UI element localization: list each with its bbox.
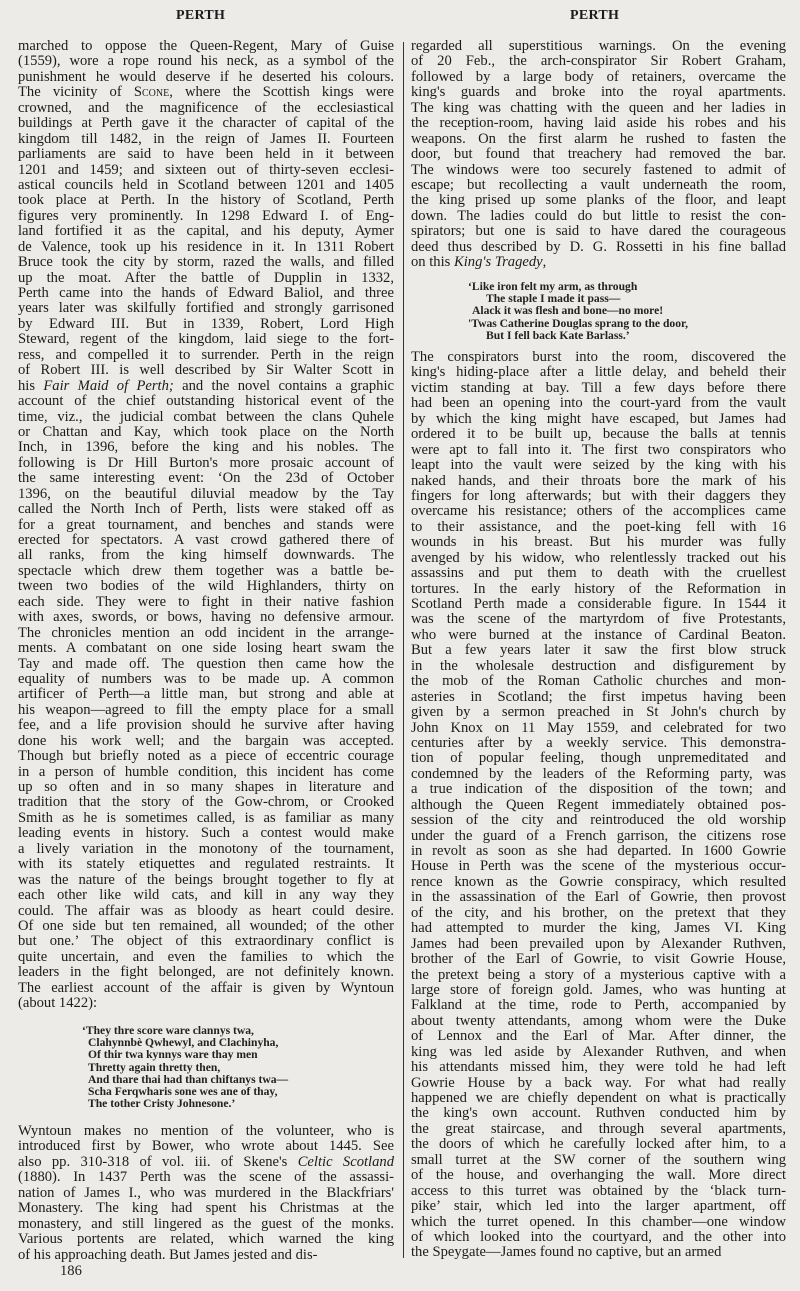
- text-line: who were burned at the instance of Cardinal Beaton.: [411, 626, 786, 643]
- text-line: each side. They were to fight in their native fashion: [18, 593, 394, 610]
- verse-quotation: [411, 281, 800, 342]
- text-line: punishment he would deserve if he deserted his colours.: [18, 68, 394, 85]
- text-line: was the scene of the martyrdom of five Protestants,: [411, 611, 786, 628]
- text-line: Monastery. The king had spent his Christmas at the: [18, 1200, 394, 1217]
- text-line: king's hiding-place after a little delay, and beheld their: [411, 364, 786, 381]
- text-line: crowned, and the magnificence of the ecclesiastical: [18, 99, 394, 116]
- text-line: but one.’ The object of this extraordinary conflict is: [18, 933, 394, 950]
- text-line: the mob of the Roman Catholic churches and mon-: [411, 673, 786, 690]
- running-head-left: PERTH: [176, 8, 226, 23]
- text-line: [411, 255, 786, 270]
- text-line: Bruce took the city by storm, razed the walls, and filled: [18, 254, 394, 271]
- text-line: had attempted to murder the king, James VI. King: [411, 920, 786, 937]
- text-line: had been an opening into the court-yard from the vault: [411, 395, 786, 412]
- text-line: about twenty attendants, among whom were the Duke: [411, 1012, 786, 1029]
- text-line: called the North Inch of Perth, lists were staked off as: [18, 501, 394, 518]
- text-line: But I fell back Kate Barlass.’: [486, 328, 630, 342]
- text-line: Of one side but ten remained, all wounded; of the other: [18, 917, 394, 934]
- text-line: (1880). In 1437 Perth was the scene of the assassi-: [18, 1169, 394, 1186]
- text-line: all ranks, from the king himself downwards. The: [18, 547, 394, 564]
- paragraph: [18, 39, 394, 1012]
- text-line: door, but found that treachery had removed the bar.: [411, 146, 786, 163]
- text-line: took place at Perth. In the history of Scotland, Perth: [18, 192, 394, 209]
- column-divider: [403, 42, 404, 1258]
- text-line: in revolt as soon as she had departed. In 1600 Gowrie: [411, 843, 786, 859]
- text-line: kingdom till 1482, in the reign of James II. Fourteen: [18, 130, 394, 147]
- text-line: done his work well; and the bargain was accepted.: [18, 732, 394, 749]
- text-line: wounds in his breast. But his murder was fully: [411, 534, 786, 551]
- text-line: The staple I made it pass—: [486, 292, 621, 306]
- text-line: leading events in history. Such a contest would make: [18, 825, 394, 842]
- text-line: to their assistance, and the poet-king fell with 16: [411, 518, 786, 535]
- text-line: rence known as the Gowrie conspiracy, which resulted: [411, 873, 786, 890]
- text-line: avenged by his widow, who relentlessly tracked out his: [411, 549, 786, 566]
- text-line: which the turret opened. In this chamber—one window: [411, 1213, 786, 1230]
- text-line: up so often and in so many shapes in literature and: [18, 779, 394, 795]
- text-line: erected for spectators. A vast crowd gathered there of: [18, 532, 394, 548]
- text-line: The windows were too securely fastened to admit of: [411, 161, 786, 178]
- text-line: brother of the Earl of Gowrie, to visit Gowrie House,: [411, 951, 786, 968]
- text-line: centuries after by a weekly service. This demonstra-: [411, 734, 786, 751]
- text-line: following is Dr Hill Burton's more prosaic account of: [18, 454, 394, 471]
- text-line: de Valence, took up his residence in it. In 1311 Robert: [18, 238, 394, 255]
- text-line: quite uncertain, and even the families to which the: [18, 948, 394, 965]
- text-line: tween two bodies of the wild Highlanders, thirty on: [18, 578, 394, 595]
- paragraph: [411, 350, 786, 1261]
- text-line: could. The affair was as bloody as heart could desire.: [18, 902, 394, 919]
- page-number: 186: [60, 1263, 82, 1279]
- text-line: large store of foreign gold. James, who was hunting at: [411, 981, 786, 998]
- text-run: his: [18, 377, 44, 394]
- text-run: The vicinity of: [18, 84, 134, 101]
- text-line: Steward, regent of the kingdom, laid siege to the fort-: [18, 331, 394, 348]
- text-line: of 20 Feb., the arch-conspirator Sir Robert Graham,: [411, 53, 786, 70]
- text-line: 1396, on the beautiful diluvial meadow by the Tay: [18, 485, 394, 502]
- text-line: small turret at the SW corner of the southern wing: [411, 1151, 786, 1168]
- text-line: ress, and compelled it to surrender. Perth in the reign: [18, 346, 394, 363]
- italic-title: King's Tragedy: [453, 254, 543, 271]
- text-line: figures very prominently. In 1298 Edward I. of Eng-: [18, 207, 394, 224]
- text-line: (1559), wore a rope round his neck, as a symbol of the: [18, 53, 394, 70]
- text-line: his attendants missed him, they were told he had left: [411, 1059, 786, 1076]
- text-line: time, viz., the judicial combat between the clans Quhele: [18, 408, 394, 425]
- text-line: in the assassination of the Earl of Gowrie, then provost: [411, 889, 786, 906]
- text-line: in a person of humble condition, this incident has come: [18, 763, 394, 780]
- text-line: Scha Ferqwharis sone wes ane of thay,: [88, 1084, 278, 1098]
- text-line: 1201 and 1459; and sixteen out of thirty-seven ecclesi-: [18, 161, 394, 178]
- text-line: deed thus described by D. G. Rossetti in his fine ballad: [411, 238, 786, 255]
- text-line: of the house, and overhanging the wall. More direct: [411, 1167, 786, 1184]
- text-line: John Knox on 11 May 1559, and celebrated for two: [411, 719, 786, 736]
- text-line: escape; but recollecting a vault underneath the room,: [411, 176, 786, 193]
- text-run: on this: [411, 254, 454, 271]
- text-line: each other like wild cats, and kill in any way they: [18, 887, 394, 904]
- text-line: access to this turret was obtained by the ‘black turn-: [411, 1182, 786, 1199]
- italic-title: Celtic Scotland: [297, 1153, 394, 1170]
- text-line: The chronicles mention an odd incident in the arrange-: [18, 624, 394, 641]
- text-line: given by a sermon preached in St John's church by: [411, 704, 786, 721]
- text-line: equality of numbers was to be made up. A common: [18, 670, 394, 687]
- text-line: a true indication of the disposition of the town; and: [411, 781, 786, 798]
- text-line: pike’ stair, which led into the larger apartment, off: [411, 1198, 786, 1215]
- text-line: up the moat. After the battle of Dupplin in 1332,: [18, 269, 394, 286]
- text-line: ments. A combatant on one side losing heart swam the: [18, 640, 394, 657]
- text-line: nation of James I., who was murdered in the Blackfriars': [18, 1184, 394, 1201]
- text-line: spirators; but one is said to have dared the courageous: [411, 223, 786, 240]
- text-line: or Chattan and Kay, which took place on the North: [18, 423, 394, 440]
- text-line: [18, 379, 394, 394]
- text-line: Inch, in 1396, before the king and his nobles. The: [18, 439, 394, 456]
- text-line: king's guards and broke into the royal apartments.: [411, 84, 786, 101]
- text-line: with axes, swords, or bows, having no defensive armour.: [18, 609, 394, 626]
- text-line: in the wholesale destruction and disfigurement by: [411, 657, 786, 674]
- text-line: happened we are chiefly dependent on what is practically: [411, 1090, 786, 1106]
- text-line: although the Queen Regent immediately obtained pos-: [411, 796, 786, 813]
- text-line: fee, and a life provision should he survive after having: [18, 717, 394, 734]
- text-line: astical councils held in Scotland between 1201 and 1405: [18, 176, 394, 193]
- text-line: down. The ladies could do but little to resist the con-: [411, 207, 786, 224]
- text-line: the king prised up some planks of the floor, and leapt: [411, 192, 786, 209]
- text-line: introduced first by Bower, who wrote about 1445. See: [18, 1138, 394, 1155]
- paragraph: [18, 1124, 394, 1263]
- text-line: by Edward III. But in 1339, Robert, Lord High: [18, 315, 394, 332]
- text-line: with its stately etiquettes and regulated restraints. It: [18, 856, 394, 873]
- text-line: spectacle which drew them together was a battle be-: [18, 562, 394, 579]
- text-line: James had been prevailed upon by Alexander Ruthven,: [411, 935, 786, 952]
- text-line: weapons. On the first alarm he rushed to fasten the: [411, 130, 786, 147]
- text-line: were apt to fall into it. The first two conspirators who: [411, 441, 786, 458]
- text-line: naked hands, and their throats bore the mark of his: [411, 472, 786, 489]
- text-line: The earliest account of the affair is given by Wyntoun: [18, 979, 394, 996]
- text-line: Tay and made off. The question then came how the: [18, 655, 394, 672]
- text-line: tortures. In the early history of the Reformation in: [411, 580, 786, 597]
- paragraph: [411, 39, 786, 271]
- text-line: (about 1422):: [18, 995, 98, 1012]
- text-run: , where the Scottish kings were: [169, 84, 394, 101]
- text-line: Perth came into the hands of Edward Baliol, and three: [18, 285, 394, 301]
- text-line: marched to oppose the Queen-Regent, Mary of Guise: [18, 38, 394, 54]
- text-line: Smith as he is sometimes called, is as familiar as many: [18, 809, 394, 826]
- text-line: tradition that the story of the Gow-chrom, or Crooked: [18, 794, 394, 811]
- text-line: Wyntoun makes no mention of the volunteer, who is: [18, 1123, 394, 1139]
- text-line: The king was chatting with the queen and her ladies in: [411, 99, 786, 116]
- text-line: of his approaching death. But James jested and dis-: [18, 1246, 318, 1263]
- text-line: years later was skilfully fortified and strongly garrisoned: [18, 300, 394, 317]
- text-line: under the guard of a French garrison, the citizens rose: [411, 827, 786, 844]
- text-line: Scotland Perth made a considerable figure. In 1544 it: [411, 596, 786, 612]
- verse-quotation: [18, 1025, 458, 1110]
- text-line: account of the chief outstanding historical event of the: [18, 393, 394, 410]
- text-line: monastery, and still lingered as the guest of the monks.: [18, 1215, 394, 1232]
- text-line: the Speygate—James found no captive, but an armed: [411, 1244, 722, 1261]
- text-line: artificer of Perth—a little man, but strong and able at: [18, 686, 394, 703]
- text-line: the reception-room, having laid aside his robes and his: [411, 115, 786, 132]
- text-line: of Robert III. is well described by Sir Walter Scott in: [18, 362, 394, 379]
- text-line: Various portents are related, which warned the king: [18, 1231, 394, 1248]
- text-line: fingers for long afterwards; but with their daggers they: [411, 487, 786, 504]
- text-line: ordered it to be built up, because the balls at tennis: [411, 426, 786, 443]
- text-line: assassins and put them to death with the cruellest: [411, 565, 786, 582]
- text-line: buildings at Perth gave it the character of capital of the: [18, 115, 394, 132]
- text-line: regarded all superstitious warnings. On the evening: [411, 38, 786, 54]
- text-line: parliaments are said to have been held in it between: [18, 146, 394, 163]
- text-line: ‘They thre score ware clannys twa,: [82, 1024, 254, 1037]
- text-line: condemned by the leaders of the Reforming party, was: [411, 765, 786, 782]
- text-line: king was led aside by Alexander Ruthven, and when: [411, 1043, 786, 1060]
- text-line: The tother Cristy Johnesone.’: [88, 1097, 236, 1111]
- text-line: his weapon—agreed to fill the empty place for a small: [18, 701, 394, 718]
- small-caps-name: Scone: [133, 84, 170, 101]
- text-line: overcame his resistance; others of the accomplices came: [411, 503, 786, 520]
- text-line: the same interesting event: ‘On the 23d of October: [18, 470, 394, 487]
- running-head-right: PERTH: [570, 8, 620, 23]
- text-line: victim standing at bay. Till a few days before there: [411, 379, 786, 396]
- text-line: session of the city and reintroduced the old worship: [411, 812, 786, 829]
- text-line: Clahynnbè Qwhewyl, and Clachinyha,: [88, 1036, 279, 1050]
- italic-title: Fair Maid of Perth;: [43, 377, 174, 394]
- text-line: Gowrie House by a back way. For what had really: [411, 1074, 786, 1091]
- text-line: Though but briefly noted as a piece of eccentric courage: [18, 748, 394, 765]
- text-line: Falkland at the time, rode to Perth, accompanied by: [411, 997, 786, 1014]
- text-line: But a few years later it saw the first blow struck: [411, 642, 786, 659]
- text-run: also pp. 310-318 of vol. iii. of Skene's: [18, 1153, 298, 1170]
- text-line: the king's own account. Ruthven conducted him by: [411, 1105, 786, 1122]
- text-line: House in Perth was the scene of the mysterious occur-: [411, 858, 786, 875]
- text-line: ‘Like iron felt my arm, as through: [468, 280, 638, 293]
- text-line: by which the king might have escaped, but James had: [411, 410, 786, 427]
- text-line: And thare thai had than chiftanys twa—: [88, 1072, 289, 1086]
- text-line: The conspirators burst into the room, discovered the: [411, 349, 786, 365]
- text-line: the great staircase, and through several apartments,: [411, 1120, 786, 1137]
- text-line: of Lennox and the Earl of Mar. After dinner, the: [411, 1028, 786, 1045]
- text-line: Of thir twa kynnys ware thay men: [88, 1048, 258, 1062]
- text-line: the pretext being a story of a mysterious captive with a: [411, 966, 786, 983]
- text-line: 'Twas Catherine Douglas sprang to the door,: [468, 316, 688, 330]
- text-line: asteries in Scotland; the first impetus having been: [411, 688, 786, 705]
- text-line: Alack it was flesh and bone—no more!: [472, 304, 664, 318]
- text-line: leaders in the fight belonged, are not definitely known.: [18, 964, 394, 981]
- text-line: [18, 1155, 394, 1170]
- text-line: of the city, and his brother, on the pretext that they: [411, 904, 786, 921]
- text-line: the doors of which he carefully locked after him, to a: [411, 1136, 786, 1153]
- text-line: was the nature of the beings brought together to fly at: [18, 871, 394, 888]
- text-line: land fortified it as the capital, and his deputy, Aymer: [18, 223, 394, 240]
- text-line: of which looked into the courtyard, and the other into: [411, 1228, 786, 1245]
- text-run: ,: [542, 254, 547, 271]
- text-line: followed by a large body of retainers, overcame the: [411, 68, 786, 85]
- text-line: [18, 85, 394, 100]
- text-line: for a great tournament, and benches and stands were: [18, 516, 394, 533]
- text-line: Thretty again thretty then,: [88, 1060, 221, 1074]
- text-run: and the novel contains a graphic: [173, 377, 394, 394]
- text-line: a lively variation in the monotony of the tournament,: [18, 840, 394, 857]
- text-line: tion of popular feeling, though unpremeditated and: [411, 750, 786, 767]
- text-line: leapt into the vault were seized by the king with his: [411, 457, 786, 474]
